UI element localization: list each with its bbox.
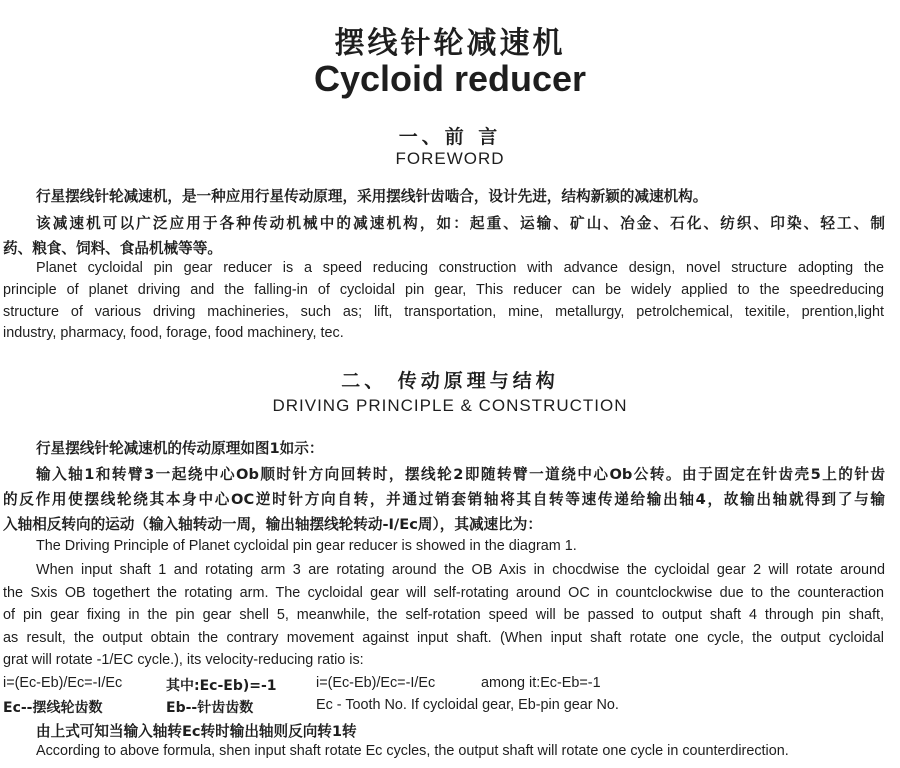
section2-en-line: of pin gear fixing in the pin gear shell 5, meanwhile, the self-rotation speed will be passed to output shaft 4 through pin shaft, <box>3 607 884 623</box>
section1-cn-line: 药、粮食、饲料、食品机械等等。 <box>3 240 222 257</box>
section1-heading-chinese: 一、前 言 <box>398 126 502 148</box>
section2-heading-english: DRIVING PRINCIPLE & CONSTRUCTION <box>272 396 628 415</box>
formula-condition-en: among it:Ec-Eb=-1 <box>481 675 601 691</box>
section1-cn-line: 该减速机可以广泛应用于各种传动机械中的减速机构，如：起重、运输、矿山、冶金、石化、纺织、印染、轻工、制 <box>36 215 885 232</box>
formula-ratio: i=(Ec-Eb)/Ec=-I/Ec <box>3 675 123 691</box>
section1-en-line: industry, pharmacy, food, forage, food machinery, tec. <box>3 325 344 341</box>
section2-cn-line: 入轴相反转向的运动（输入轴转动一周，输出轴摆线轮转动-I/Ec周），其减速比为： <box>3 516 542 533</box>
section2-en-line: as result, the output obtain the contrary movement against input shaft. (When input shaft rotate one cycle, the output cycloidal <box>3 630 884 646</box>
section2-en-line: When input shaft 1 and rotating arm 3 are rotating around the OB Axis in chocdwise the cycloidal gear 2 will rotate around <box>36 562 885 578</box>
section2-heading-chinese: 二、 传动原理与结构 <box>341 370 559 392</box>
formula-ratio-en: i=(Ec-Eb)/Ec=-I/Ec <box>316 675 436 691</box>
section2-cn-line: 的反作用使摆线轮绕其本身中心OC逆时针方向自转，并通过销套销轴将其自转等速传递给输出轴4，故输出轴就得到了与输 <box>3 491 885 508</box>
legend-eb-cn: Eb--针齿齿数 <box>166 700 254 716</box>
section1-en-line: Planet cycloidal pin gear reducer is a speed reducing construction with advance design, novel structure adopting the <box>36 260 884 276</box>
section1-heading-english: FOREWORD <box>395 149 505 168</box>
section2-en-line: grat will rotate -1/EC cycle.), its velocity-reducing ratio is: <box>3 652 364 668</box>
legend-ec-cn: Ec--摆线轮齿数 <box>3 700 103 716</box>
section1-cn-line: 行星摆线针轮减速机，是一种应用行星传动原理，采用摆线针齿啮合，设计先进，结构新颖的减速机构。 <box>36 188 708 205</box>
formula-condition-cn: 其中:Ec-Eb)=-1 <box>166 678 277 694</box>
title-chinese: 摆线针轮减速机 <box>334 26 566 61</box>
section1-en-line: structure of various driving machineries, such as; lift, transportation, mine, metallurgy, petrolchemical, texitile, prention,light <box>3 304 884 320</box>
section2-en-line: the Sxis OB togethert the rotating arm. The cycloidal gear will self-rotating around OC in countclockwise due to the counteraction <box>3 585 884 601</box>
section2-cn-line: 行星摆线针轮减速机的传动原理如图1如示： <box>36 440 324 457</box>
conclusion-english: According to above formula, shen input shaft rotate Ec cycles, the output shaft will rotate one cycle in counterdirection. <box>36 743 789 759</box>
conclusion-chinese: 由上式可知当输入轴转Ec转时输出轴则反向转1转 <box>36 723 357 740</box>
title-english: Cycloid reducer <box>313 58 587 99</box>
section2-cn-line: 输入轴1和转臂3一起绕中心Ob顺时针方向回转时，摆线轮2即随转臂一道绕中心Ob公转。由于固定在针齿壳5上的针齿 <box>36 466 885 483</box>
section1-en-line: principle of planet driving and the falling-in of cycloidal pin gear, This reducer can be widely applied to the speedreducing <box>3 282 884 298</box>
legend-en: Ec - Tooth No. If cycloidal gear, Eb-pin gear No. <box>316 697 619 713</box>
section2-en-line: The Driving Principle of Planet cycloidal pin gear reducer is showed in the diagram 1. <box>36 538 577 554</box>
